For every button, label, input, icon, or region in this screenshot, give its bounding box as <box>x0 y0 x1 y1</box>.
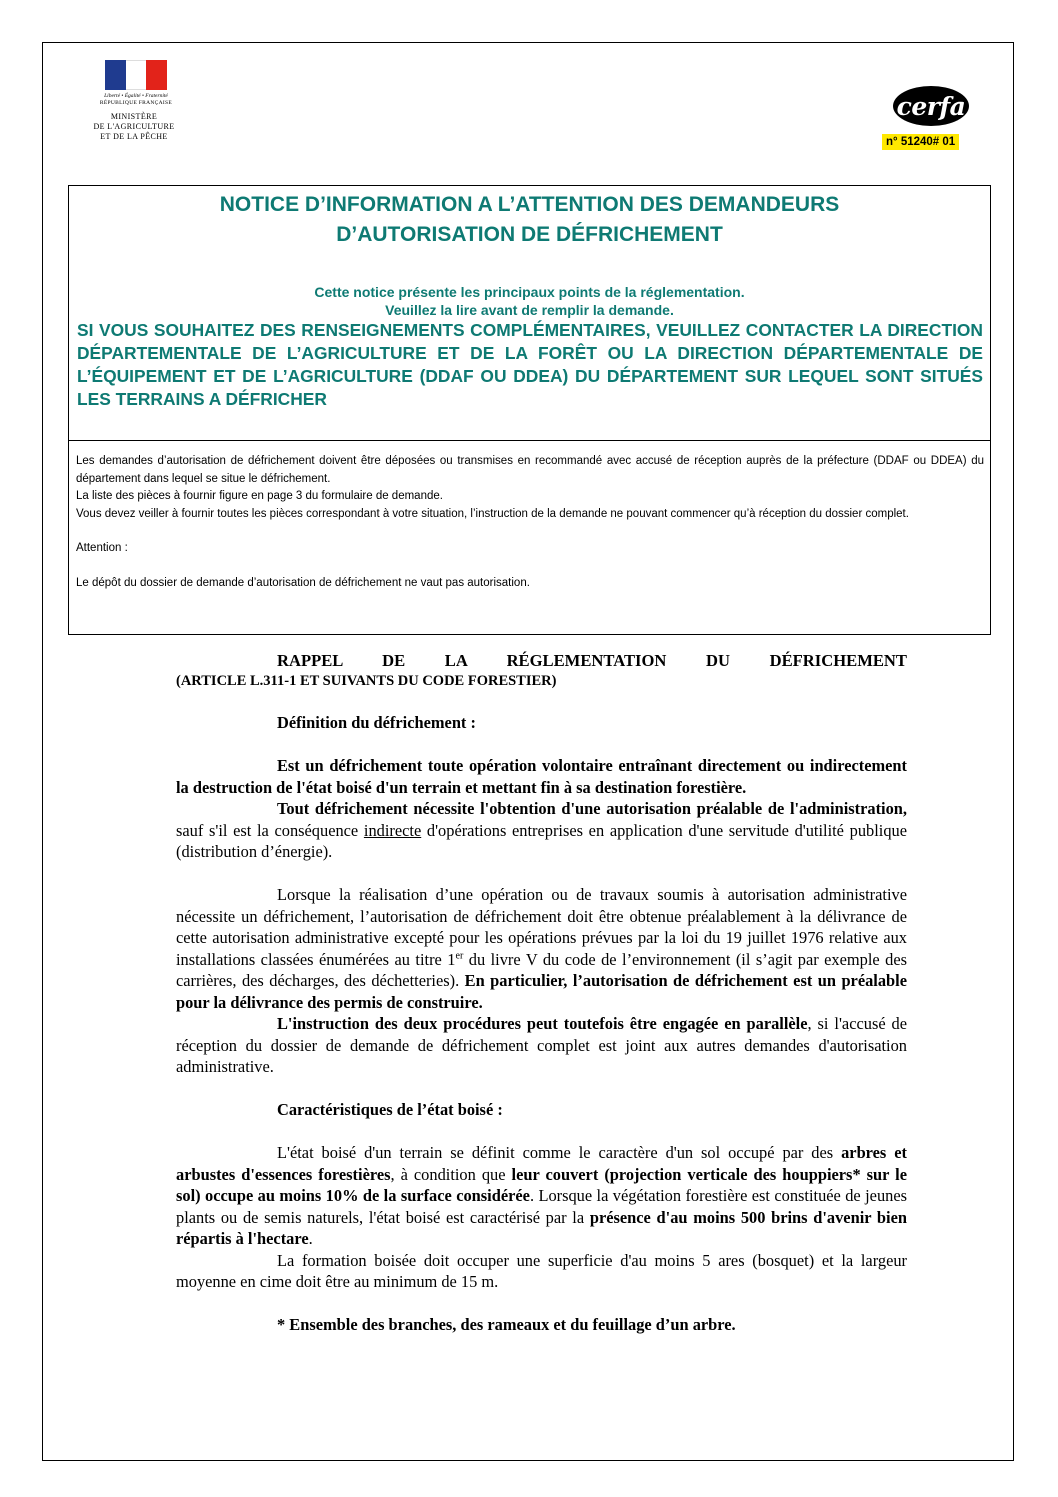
parallel-procedure-paragraph: L'instruction des deux procédures peut toutefois être engagée en parallèle, si l'accusé de réception du dossier de demande de défrichement complet est joint aux autres demandes d'autorisation administrative. <box>176 1014 907 1076</box>
regulation-section <box>176 650 907 1336</box>
formation-paragraph: La formation boisée doit occuper une superficie d'au moins 5 ares (bosquet) et la largeur moyenne en cime doit être au minimum de 15 m. <box>176 1250 907 1291</box>
notice-subtitle: Cette notice présente les principaux points de la réglementation. Veuillez la lire avant de remplir la demande. <box>314 284 745 318</box>
authorization-paragraph: Tout défrichement nécessite l'obtention d'une autorisation préalable de l'administration, sauf s'il est la conséquence indirecte d'opérations entreprises en application d'une servitude d'utilité publique (distribution d’énergie). <box>176 799 907 861</box>
republic-name: RÉPUBLIQUE FRANÇAISE <box>99 100 173 106</box>
characteristics-paragraph: L'état boisé d'un terrain se définit comme le caractère d'un sol occupé par des arbres et arbustes d'essences forestières, à condition que leur couvert (projection verticale des houppiers* sur le sol) occupe au moins 10% de la surface considérée. Lorsque la végétation forestière est constituée de jeunes plants ou de semis naturels, l'état boisé est caractérisé par la présence d'au moins 500 brins d'avenir bien répartis à l'hectare. <box>176 1143 907 1248</box>
warning-text: Le dépôt du dossier de demande d’autorisation de défrichement ne vaut pas autorisation. <box>76 576 530 589</box>
definition-title: Définition du défrichement : <box>277 713 476 732</box>
ministry-name: MINISTÈRE DE L'AGRICULTURE ET DE LA PÊCHE <box>93 112 175 141</box>
characteristics-title: Caractéristiques de l’état boisé : <box>277 1100 503 1119</box>
notice-title: NOTICE D’INFORMATION A L’ATTENTION DES DEMANDEURS D’AUTORISATION DE DÉFRICHEMENT <box>219 193 840 246</box>
republic-motto: Liberté • Égalité • Fraternité <box>104 93 168 99</box>
notice-contact-instructions: SI VOUS SOUHAITEZ DES RENSEIGNEMENTS COMPLÉMENTAIRES, VEUILLEZ CONTACTER LA DIRECTION DÉPARTEMENTALE DE L’AGRICULTURE ET DE LA FORÊT OU LA DIRECTION DÉPARTEMENTALE DE L’ÉQUIPEMENT ET DE L’AGRICULTURE (DDAF OU DDEA) DU DÉPARTEMENT SUR LEQUEL SONT SITUÉS LES TERRAINS A DÉFRICHER <box>77 320 983 409</box>
notice-divider <box>69 440 990 441</box>
french-flag-icon <box>105 60 167 90</box>
section-heading: RAPPEL DE LA RÉGLEMENTATION DU DÉFRICHEMENT <box>277 651 907 670</box>
notice-paragraph: Les demandes d’autorisation de défrichement doivent être déposées ou transmises en recommandé avec accusé de réception auprès de la préfecture (DDAF ou DDEA) du département dans lequel se situe le défrichement. <box>76 455 984 485</box>
section-subheading: (ARTICLE L.311-1 ET SUIVANTS DU CODE FORESTIER) <box>176 672 557 689</box>
footnote: * Ensemble des branches, des rameaux et du feuillage d’un arbre. <box>277 1315 736 1334</box>
cerfa-logo: cerfa <box>893 86 969 126</box>
prior-authorization-paragraph: Lorsque la réalisation d’une opération ou de travaux soumis à autorisation administrative nécessite un défrichement, l’autorisation de défrichement doit être obtenue préalablement à la délivrance de cette autorisation administrative excepté pour les opérations prévues par la loi du 19 juillet 1976 relative aux installations classées énumérées au titre 1er du livre V du code de l’environnement (il s’agit par exemple des carrières, des décharges, des déchetteries). En particulier, l’autorisation de défrichement est un préalable pour la délivrance des permis de construire. <box>176 885 907 1012</box>
attention-label: Attention : <box>76 542 128 554</box>
notice-paragraph: Vous devez veiller à fournir toutes les pièces correspondant à votre situation, l’instruction de la demande ne pouvant commencer qu’à réception du dossier complet. <box>76 507 909 520</box>
notice-paragraph: La liste des pièces à fournir figure en page 3 du formulaire de demande. <box>76 490 443 502</box>
notice-body <box>76 453 984 592</box>
definition-paragraph: Est un défrichement toute opération volontaire entraînant directement ou indirectement la destruction de l'état boisé d'un terrain et mettant fin à sa destination forestière. <box>176 756 907 797</box>
form-number: n° 51240# 01 <box>882 134 959 150</box>
notice-box <box>68 185 991 635</box>
